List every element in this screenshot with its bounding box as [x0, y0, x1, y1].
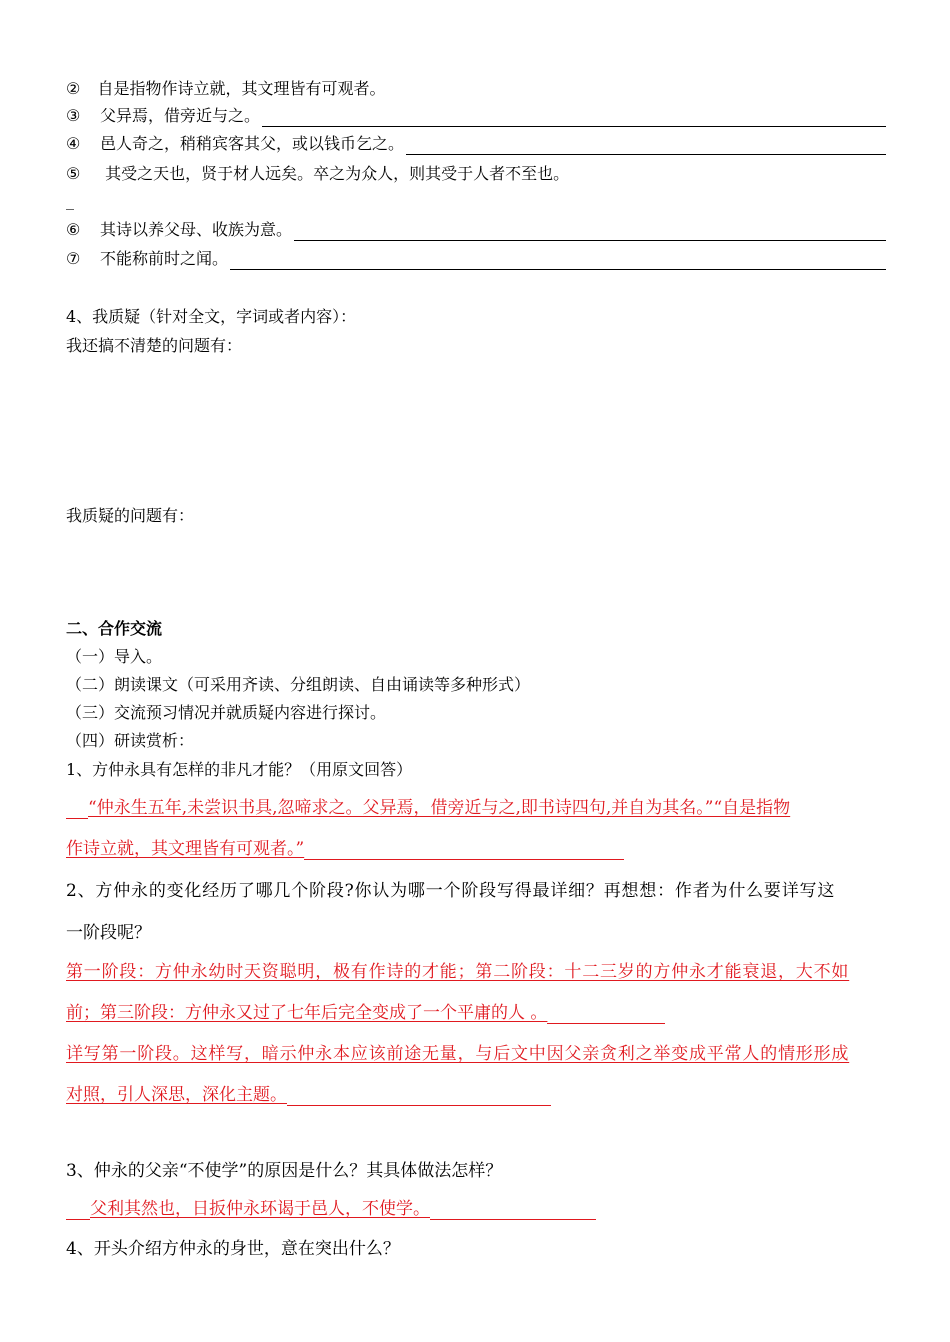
step-1: （一）导入。: [66, 647, 163, 666]
answer-text: 父利其然也，日扳仲永环谒于邑人，不使学。: [90, 1199, 430, 1219]
question-4: 4、开头介绍方仲永的身世，意在突出什么？: [66, 1239, 400, 1259]
answer-2-line-2: [66, 1002, 665, 1024]
answer-underline: [304, 841, 624, 860]
answer-2-line-3: [66, 1043, 849, 1065]
answer-underline: [66, 1201, 90, 1220]
section-heading: 二、合作交流: [66, 619, 163, 638]
stray-underscore: _: [66, 191, 74, 210]
item-number: ④: [66, 134, 81, 153]
item-5: [66, 163, 569, 185]
doubt-prompt: 我质疑的问题有：: [66, 506, 195, 525]
question-2-line-2: 一阶段呢？: [66, 923, 151, 943]
answer-text: “仲永生五年,未尝识书具,忽啼求之。父异焉，借旁近与之,即书诗四句,并自为其名。”“自是指物: [88, 798, 791, 818]
answer-2-line-1: [66, 961, 849, 983]
item-text: 不能称前时之闻。: [100, 249, 229, 268]
item-number: ⑥: [66, 220, 81, 239]
answer-text: 对照，引人深思，深化主题。: [66, 1085, 287, 1105]
answer-2-line-4: [66, 1084, 551, 1106]
answer-blank[interactable]: [294, 224, 886, 241]
answer-blank[interactable]: [406, 138, 886, 155]
question-title: 4、我质疑（针对全文，字词或者内容）：: [66, 307, 357, 326]
answer-underline: [66, 800, 88, 819]
answer-text: 详写第一阶段。这样写，暗示仲永本应该前途无量，与后文中因父亲贪利之举变成平常人的情形形成: [66, 1044, 850, 1064]
item-number: ②: [66, 79, 81, 98]
item-2: [66, 78, 385, 100]
step-3: （三）交流预习情况并就质疑内容进行探讨。: [66, 703, 387, 722]
item-3: [66, 105, 886, 127]
question-1: 1、方仲永具有怎样的非凡才能？（用原文回答）: [66, 760, 413, 779]
answer-blank[interactable]: [230, 253, 886, 270]
answer-3: [66, 1198, 596, 1220]
item-text: 自是指物作诗立就，其文理皆有可观者。: [97, 79, 386, 98]
answer-text: 第一阶段：方仲永幼时天资聪明，极有作诗的才能；第二阶段：十二三岁的方仲永才能衰退，大不如: [66, 962, 850, 982]
answer-underline: [547, 1005, 665, 1024]
item-4: [66, 133, 886, 155]
step-4: （四）研读赏析：: [66, 731, 195, 750]
item-7: [66, 248, 886, 270]
item-text: 父异焉，借旁近与之。: [100, 106, 261, 125]
item-text: 其诗以养父母、收族为意。: [100, 220, 293, 239]
answer-underline: [430, 1201, 596, 1220]
item-text: 其受之天也，贤于材人远矣。卒之为众人，则其受于人者不至也。: [105, 164, 570, 183]
item-6: [66, 219, 886, 241]
answer-text: 作诗立就，其文理皆有可观者。”: [66, 839, 305, 859]
item-text: 邑人奇之，稍稍宾客其父，或以钱币乞之。: [100, 134, 405, 153]
answer-blank[interactable]: [262, 110, 886, 127]
unclear-prompt: 我还搞不清楚的问题有：: [66, 336, 243, 355]
answer-1-line-2: [66, 838, 624, 860]
answer-underline: [287, 1087, 551, 1106]
item-number: ③: [66, 106, 81, 125]
answer-text: 前；第三阶段：方仲永又过了七年后完全变成了一个平庸的人 。: [66, 1003, 548, 1023]
question-2-line-1: 2、方仲永的变化经历了哪几个阶段?你认为哪一个阶段写得最详细？再想想：作者为什么要详写这: [66, 881, 836, 901]
answer-1-line-1: [66, 797, 790, 819]
question-3: 3、仲永的父亲“不使学”的原因是什么？其具体做法怎样？: [66, 1161, 503, 1181]
step-2: （二）朗读课文（可采用齐读、分组朗读、自由诵读等多种形式）: [66, 675, 531, 694]
item-number: ⑤: [66, 164, 81, 183]
item-number: ⑦: [66, 249, 81, 268]
